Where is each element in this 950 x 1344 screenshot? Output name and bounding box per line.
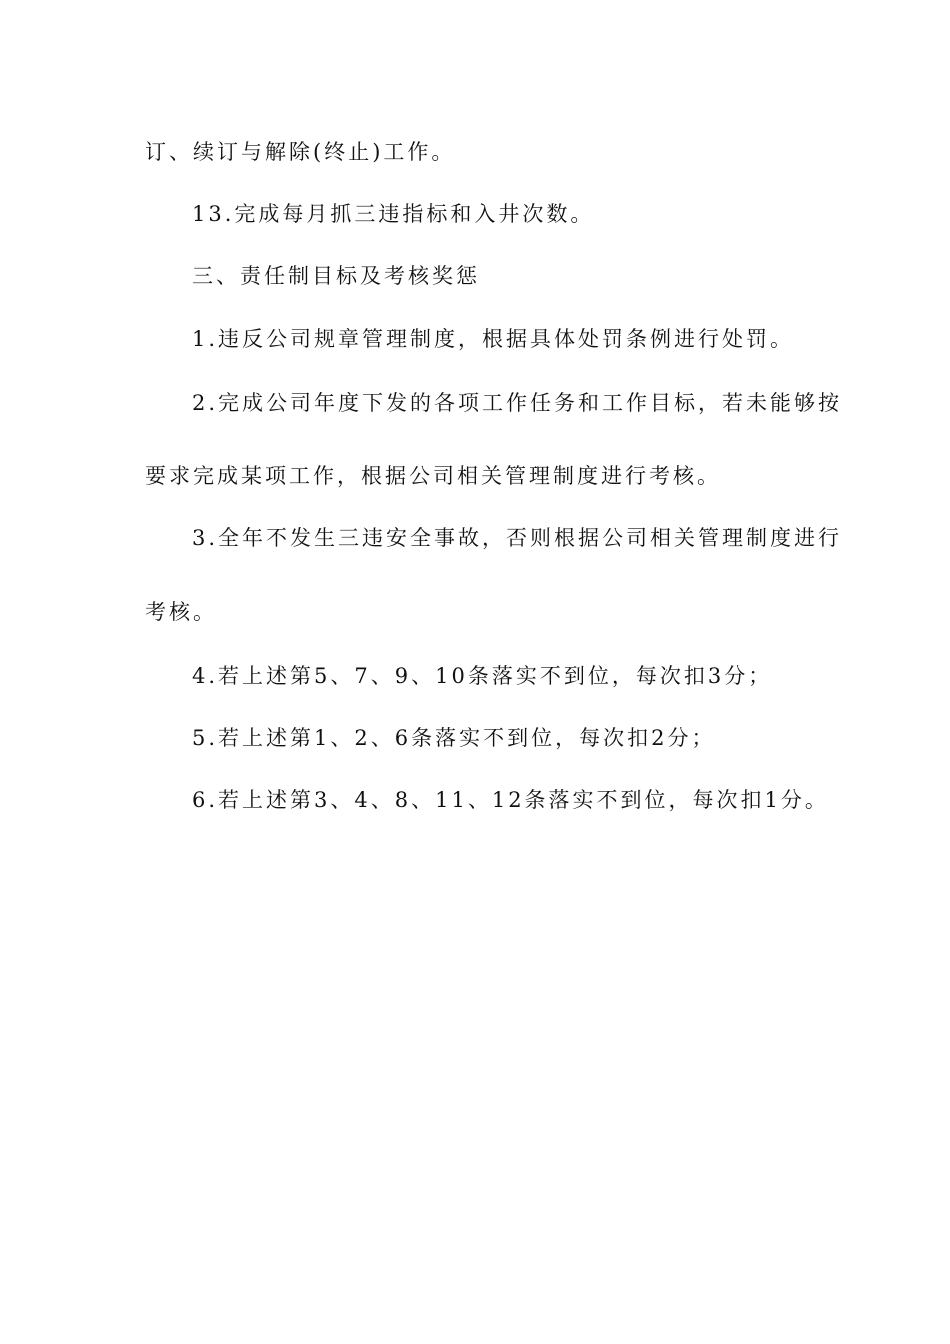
text-line-rule-5: 5.若上述第1、2、6条落实不到位，每次扣2分；	[192, 726, 716, 750]
text-line-rule-3-cont: 考核。	[145, 600, 217, 624]
text-line-rule-2: 2.完成公司年度下发的各项工作任务和工作目标，若未能够按	[192, 391, 843, 415]
text-line-rule-2-cont: 要求完成某项工作，根据公司相关管理制度进行考核。	[145, 464, 721, 488]
text-line-continuation: 订、续订与解除(终止)工作。	[145, 140, 456, 164]
text-line-rule-6: 6.若上述第3、4、8、11、12条落实不到位，每次扣1分。	[192, 788, 829, 812]
section-heading-3: 三、责任制目标及考核奖惩	[192, 264, 480, 288]
text-line-rule-1: 1.违反公司规章管理制度，根据具体处罚条例进行处罚。	[192, 327, 795, 351]
text-line-rule-4: 4.若上述第5、7、9、10条落实不到位，每次扣3分；	[192, 664, 773, 688]
text-line-item-13: 13.完成每月抓三违指标和入井次数。	[192, 202, 595, 226]
text-line-rule-3: 3.全年不发生三违安全事故，否则根据公司相关管理制度进行	[192, 526, 843, 550]
